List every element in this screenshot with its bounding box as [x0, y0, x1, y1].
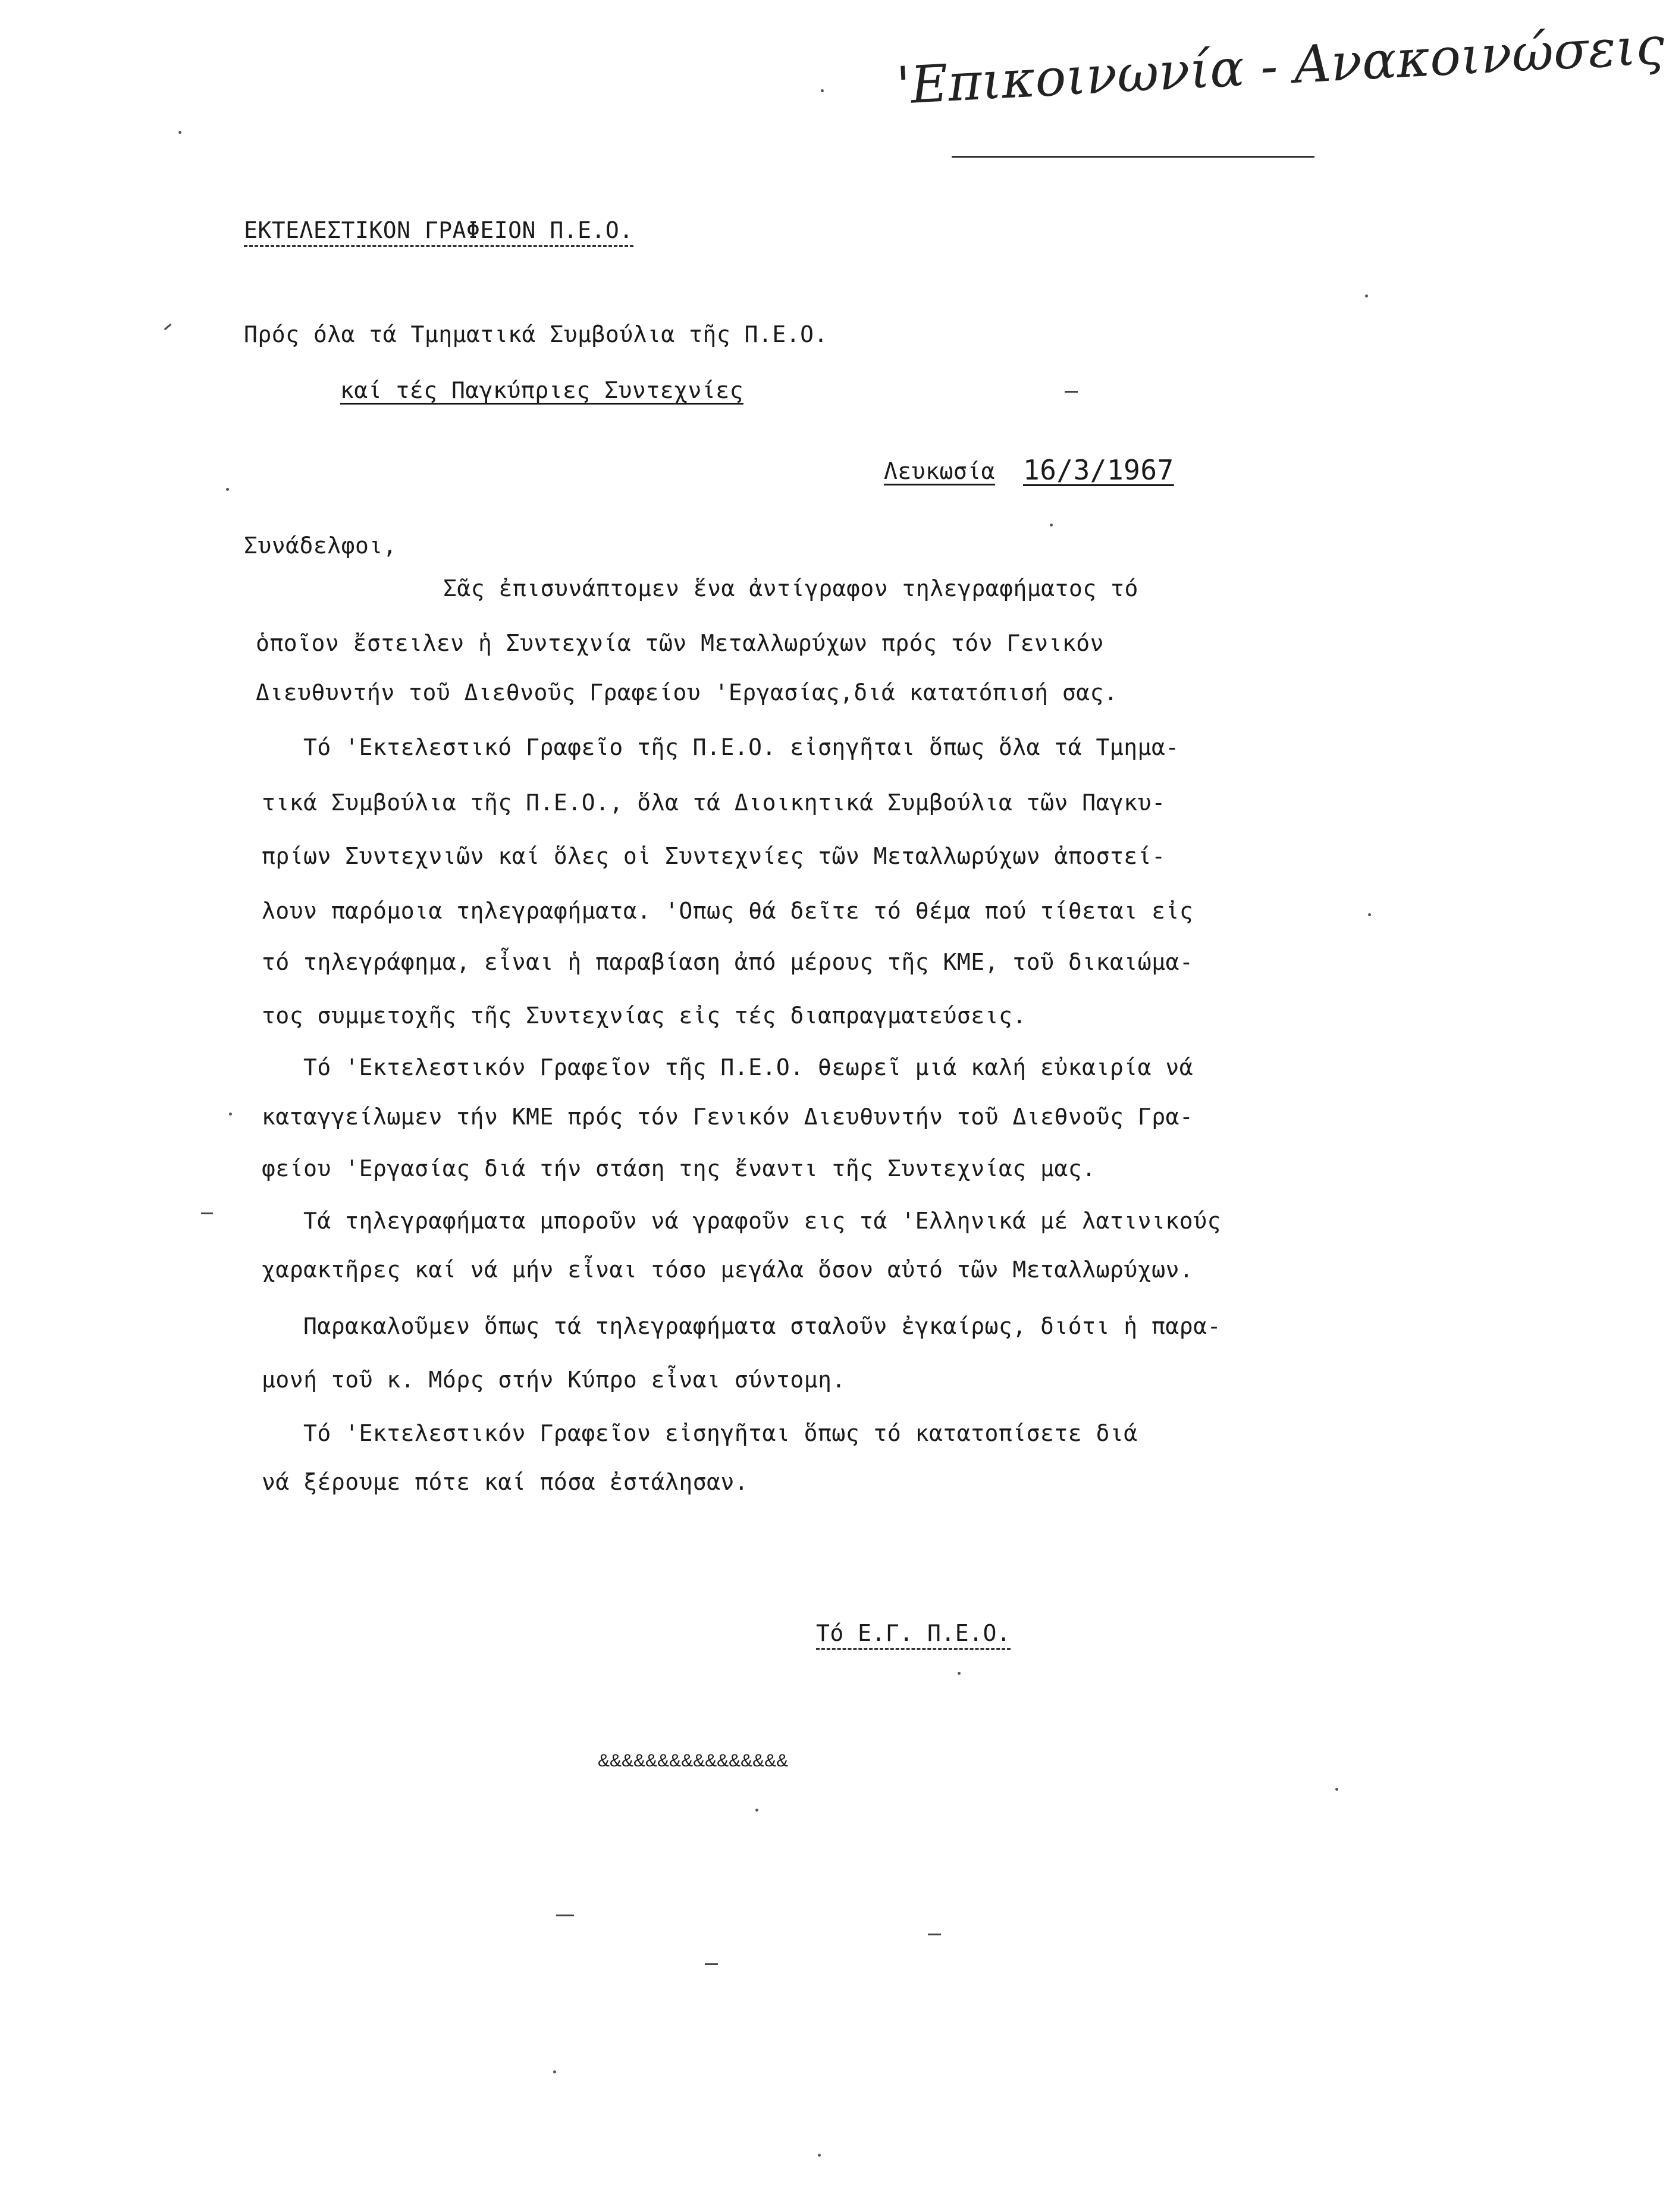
scan-speck [229, 1113, 232, 1116]
body-line: Τό 'Εκτελεστικό Γραφεῖο τῆς Π.Ε.Ο. εἰσηγῆται ὅπως ὅλα τά Τμημα- [303, 734, 1179, 760]
document-header: ΕΚΤΕΛΕΣΤΙΚΟΝ ΓΡΑΦΕΙΟΝ Π.Ε.Ο. [244, 219, 633, 247]
salutation: Συνάδελφοι, [244, 532, 397, 559]
body-line: Σᾶς ἐπισυνάπτομεν ἕνα ἀντίγραφον τηλεγραφήματος τό [443, 575, 1138, 601]
scan-speck [818, 2154, 821, 2157]
scan-speck [1365, 294, 1368, 297]
end-mark: &&&&&&&&&&&&&&&& [598, 1751, 789, 1771]
signature: Τό Ε.Γ. Π.Ε.Ο. [816, 1622, 1011, 1650]
scan-speck [755, 1809, 758, 1812]
date-place: Λευκωσία [884, 458, 996, 484]
scan-mark [556, 1915, 574, 1916]
body-line: φείου 'Εργασίας διά τήν στάση της ἔναντι τῆς Συντεχνίας μας. [262, 1155, 1096, 1182]
body-line: Διευθυντήν τοῦ Διεθνοῦς Γραφείου 'Εργασίας,διά κατατόπισή σας. [256, 679, 1118, 706]
scan-speck [1050, 524, 1053, 527]
addressee-line-1: Πρός όλα τά Τμηματικά Συμβούλια τῆς Π.Ε.Ο. [244, 321, 828, 347]
scan-speck [821, 89, 824, 92]
body-line: Τά τηλεγραφήματα μποροῦν νά γραφοῦν εις τά 'Ελληνικά μέ λατινικούς [303, 1208, 1221, 1234]
scan-speck [226, 488, 229, 491]
body-line: χαρακτῆρες καί νά μήν εἶναι τόσο μεγάλα ὅσον αὐτό τῶν Μεταλλωρύχων. [262, 1257, 1194, 1283]
body-line: πρίων Συντεχνιῶν καί ὅλες οἱ Συντεχνίες τῶν Μεταλλωρύχων ἀποστεί- [262, 843, 1166, 869]
body-line: νά ξέρουμε πότε καί πόσα ἐστάλησαν. [262, 1469, 749, 1495]
body-line: Τό 'Εκτελεστικόν Γραφεῖον τῆς Π.Ε.Ο. θεωρεῖ μιά καλή εὐκαιρία νά [303, 1054, 1194, 1080]
scan-speck [1368, 913, 1371, 916]
scan-speck [1335, 1788, 1338, 1791]
handwritten-underline [952, 156, 1314, 158]
body-line: τος συμμετοχῆς τῆς Συντεχνίας εἰς τές διαπραγματεύσεις. [262, 1002, 1027, 1029]
date-value: 16/3/1967 [1023, 454, 1174, 486]
body-line: μονή τοῦ κ. Μόρς στήν Κύπρο εἶναι σύντομη. [262, 1367, 846, 1393]
body-line: τικά Συμβούλια τῆς Π.Ε.Ο., ὅλα τά Διοικητικά Συμβούλια τῶν Παγκυ- [262, 789, 1166, 816]
scan-mark [201, 1212, 213, 1214]
body-line: λουν παρόμοια τηλεγραφήματα. 'Οπως θά δεῖτε τό θέμα πού τίθεται εἰς [262, 898, 1194, 924]
handwritten-note: 'Επικοινωνία - Ανακοινώσεις [895, 16, 1666, 116]
scan-mark [705, 1963, 718, 1965]
scan-mark [928, 1934, 941, 1935]
addressee-line-2: καί τές Παγκύπριες Συντεχνίες [340, 377, 743, 403]
scan-speck [958, 1672, 961, 1675]
scan-speck [553, 2070, 556, 2073]
body-line: Παρακαλοῦμεν ὅπως τά τηλεγραφήματα σταλοῦν ἐγκαίρως, διότι ἡ παρα- [303, 1313, 1221, 1339]
body-line: καταγγείλωμεν τήν ΚΜΕ πρός τόν Γενικόν Διευθυντήν τοῦ Διεθνοῦς Γρα- [262, 1104, 1194, 1130]
scan-mark [1065, 391, 1078, 393]
body-line: ὁποῖον ἔστειλεν ἡ Συντεχνία τῶν Μεταλλωρύχων πρός τόν Γενικόν [256, 630, 1105, 656]
body-line: τό τηλεγράφημα, εἶναι ἡ παραβίαση ἀπό μέρους τῆς ΚΜΕ, τοῦ δικαιώμα- [262, 949, 1194, 975]
scan-speck [178, 131, 181, 134]
scan-mark [164, 324, 172, 330]
body-line: Τό 'Εκτελεστικόν Γραφεῖον εἰσηγῆται ὅπως τό κατατοπίσετε διά [303, 1420, 1138, 1446]
